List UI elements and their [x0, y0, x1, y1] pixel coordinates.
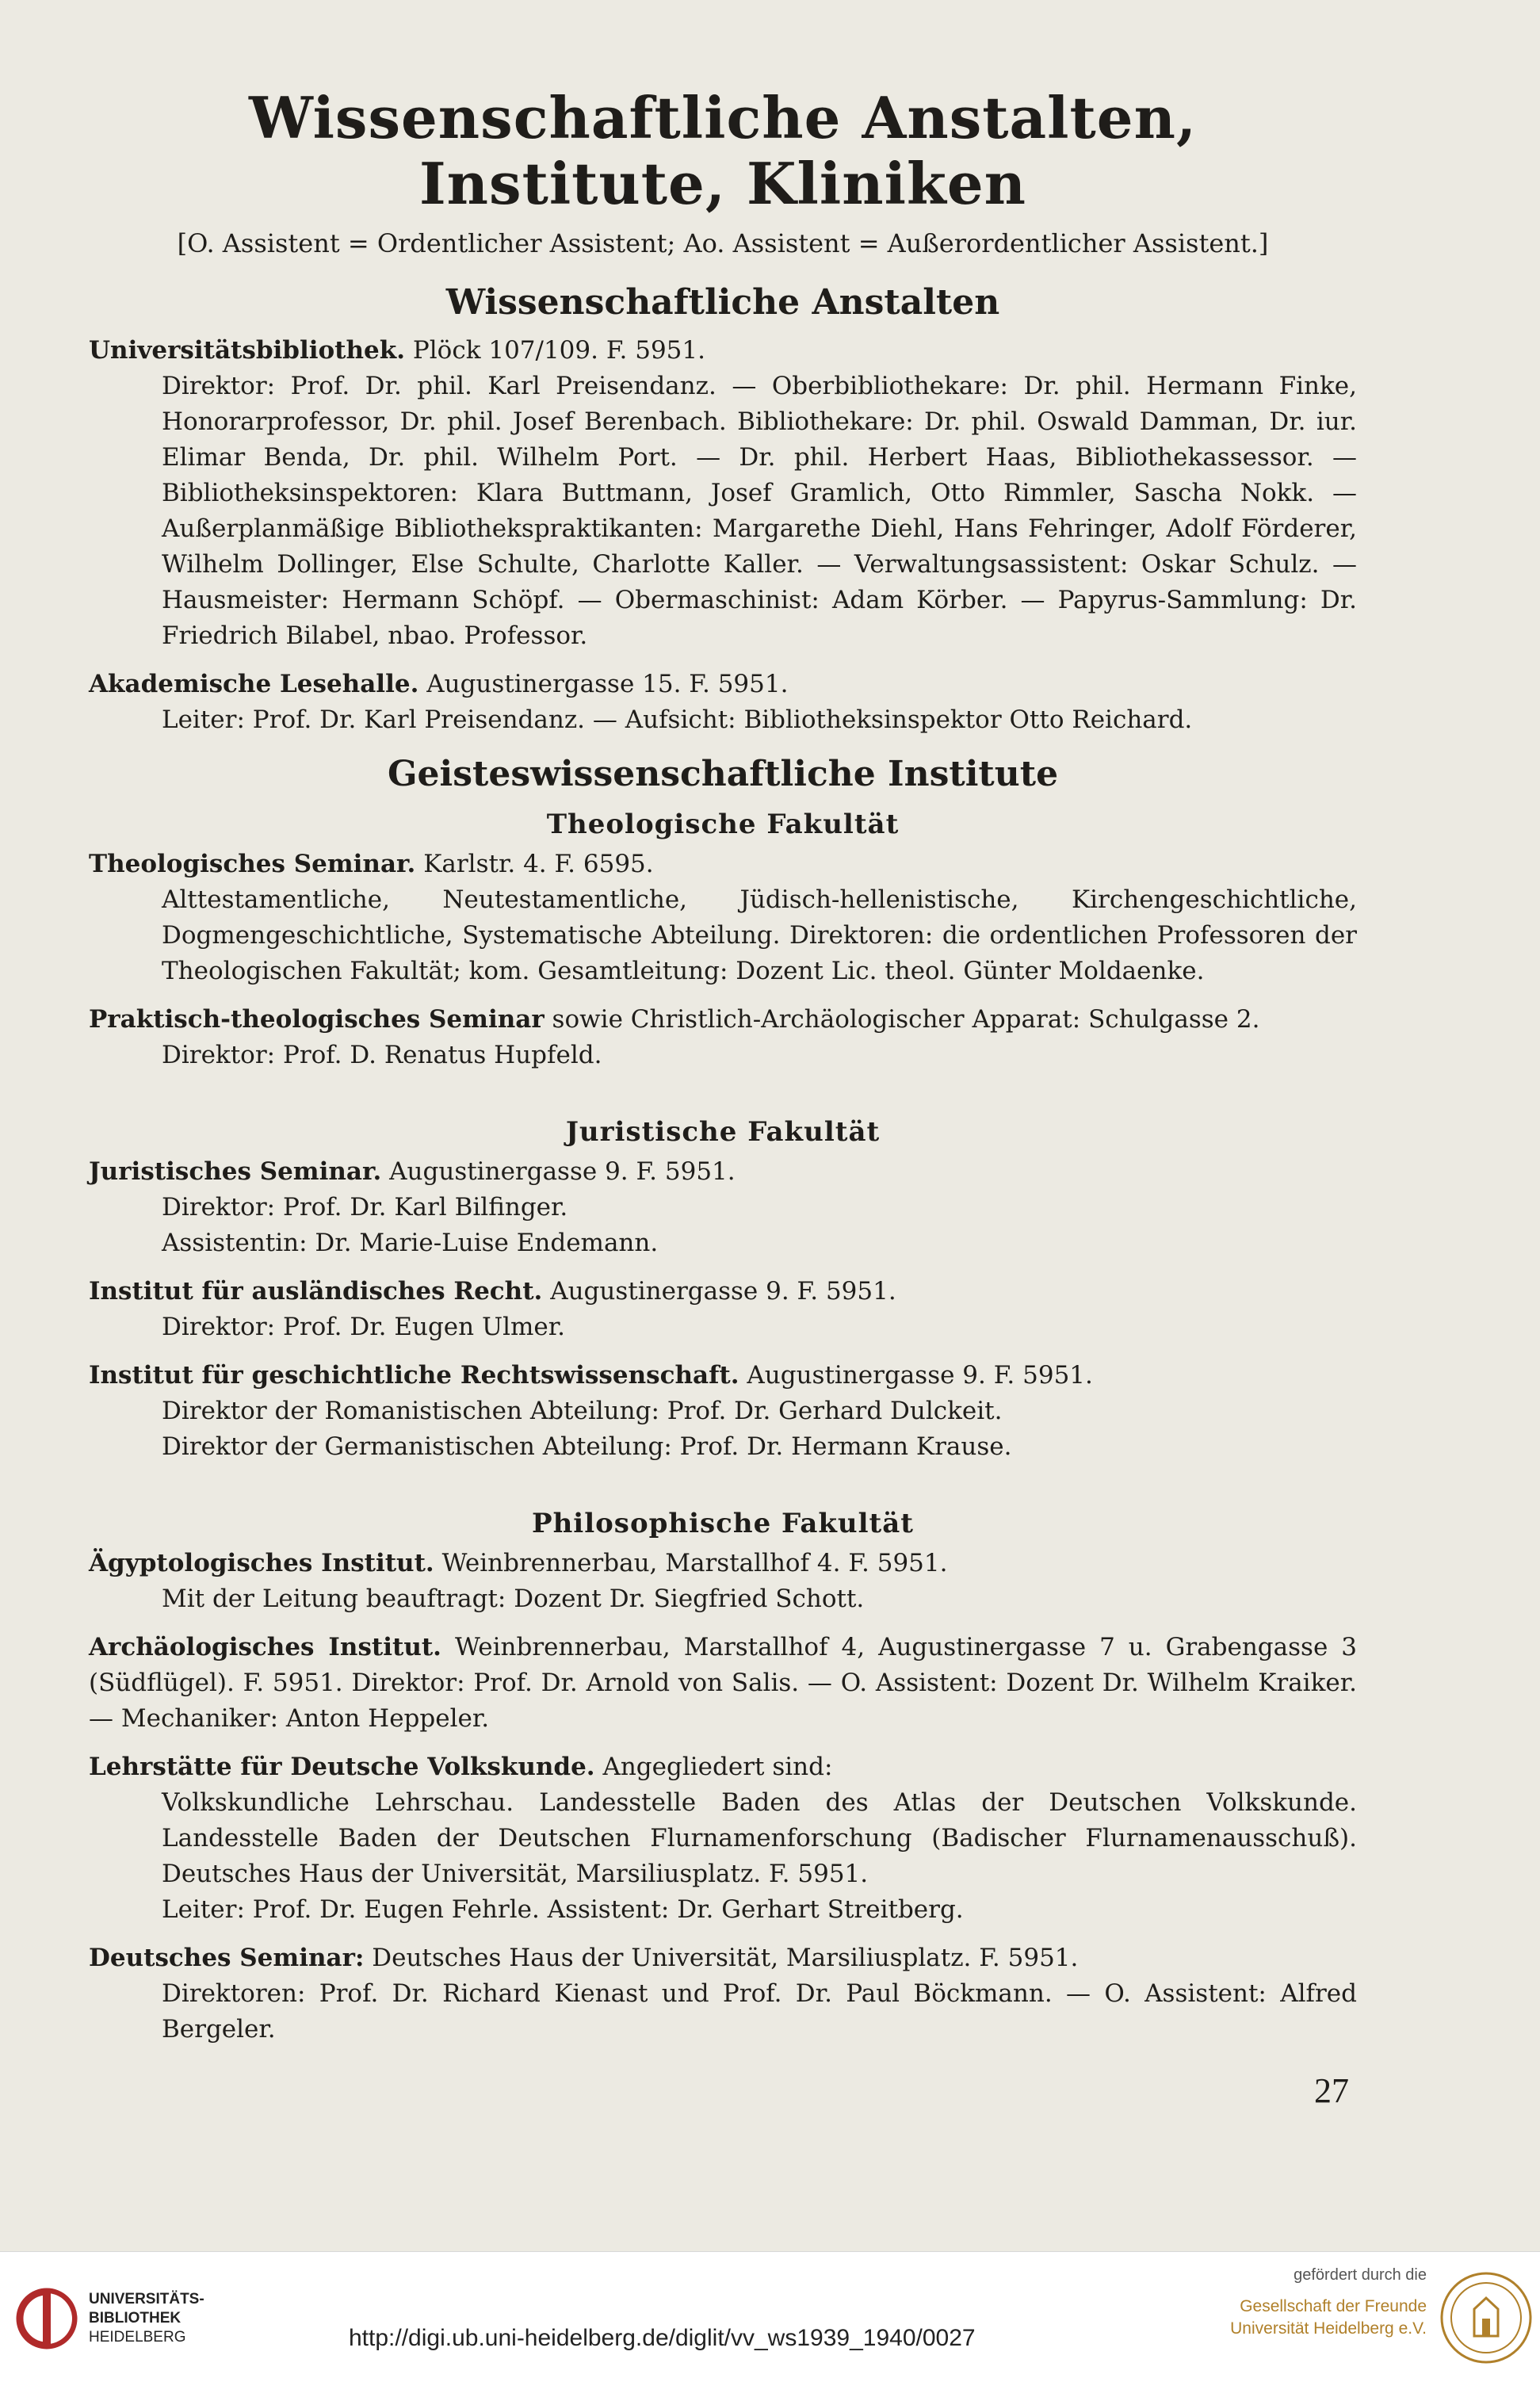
entry-heading: Lehrstätte für Deutsche Volkskunde.: [89, 1753, 595, 1782]
page-title: Wissenschaftliche Anstalten, Institute, Kliniken: [248, 84, 1198, 217]
entry-address: Augustinergasse 9. F. 5951.: [747, 1361, 1093, 1390]
entry-heading: Institut für ausländisches Recht.: [89, 1277, 543, 1306]
entry-body: Leiter: Prof. Dr. Karl Preisendanz. — Aufsicht: Bibliotheksinspektor Otto Reichard.: [162, 705, 1193, 735]
entry-praktisch-theologisches-seminar: [89, 1002, 1357, 1073]
entry-address: Karlstr. 4. F. 6595.: [423, 850, 654, 879]
sponsor-org-line-2: Universität Heidelberg e.V.: [1230, 2319, 1427, 2338]
entry-heading: Institut für geschichtliche Rechtswissenschaft.: [89, 1361, 739, 1390]
entry-body: Volkskundliche Lehrschau. Landesstelle Baden des Atlas der Deutschen Volkskunde. Landesstelle Baden der Deutschen Flurnamenforschung (Badischer Flurnamenausschuß). Deutsches Haus der Universität, Marsiliusplatz. F. 5951. Leiter: Prof. Dr. Eugen Fehrle. Assistent: Dr. Gerhart Streitberg.: [162, 1788, 1357, 1925]
entry-address: Angegliedert sind:: [602, 1753, 833, 1782]
entry-address: Augustinergasse 15. F. 5951.: [426, 670, 789, 699]
entry-institut-rechtswissenschaft: [89, 1358, 1357, 1465]
entry-theologisches-seminar: [89, 847, 1357, 989]
sponsor-label: gefördert durch die: [1294, 2266, 1427, 2284]
source-url[interactable]: http://digi.ub.uni-heidelberg.de/diglit/vv_ws1939_1940/0027: [349, 2325, 976, 2351]
entry-address: Augustinergasse 9. F. 5951.: [389, 1157, 736, 1187]
entry-heading: Deutsches Seminar:: [89, 1944, 365, 1973]
sponsor-block: [1189, 2266, 1427, 2340]
entry-address: Augustinergasse 9. F. 5951.: [550, 1277, 896, 1306]
entry-juristisches-seminar: [89, 1154, 1357, 1261]
university-seal-icon: [1439, 2271, 1533, 2365]
page-number: 27: [1314, 2071, 1349, 2110]
sponsor-org-line-1: Gesellschaft der Freunde: [1240, 2297, 1427, 2315]
faculty-heading-theologie: Theologische Fakultät: [546, 809, 900, 841]
entry-heading: Juristisches Seminar.: [89, 1157, 382, 1187]
entry-body: Direktor: Prof. Dr. phil. Karl Preisendanz. — Oberbibliothekare: Dr. phil. Hermann Finke, Honorarprofessor, Dr. phil. Josef Berenbach. Bibliothekare: Dr. phil. Oswald Damman, Dr. iur. Elimar Benda, Dr. phil. Wilhelm Port. — Dr. phil. Herbert Haas, Bibliothekassessor. — Bibliotheksinspektoren: Klara Buttmann, Josef Gramlich, Otto Rimmler, Sascha Nokk. — Außerplanmäßige Bibliothekspraktikanten: Margarethe Diehl, Hans Fehringer, Adolf Förderer, Wilhelm Dollinger, Else Schulte, Charlotte Kaller. — Verwaltungsassistent: Oskar Schulz. — Hausmeister: Hermann Schöpf. — Obermaschinist: Adam Körber. — Papyrus-Sammlung: Dr. Friedrich Bilabel, nbao. Professor.: [162, 372, 1357, 651]
entry-institut-auslaendisches-recht: [89, 1274, 1357, 1345]
section-heading-geistes: Geisteswissenschaftliche Institute: [387, 754, 1059, 795]
entry-body: Direktor: Prof. Dr. Karl Bilfinger. Assistentin: Dr. Marie-Luise Endemann.: [162, 1193, 659, 1258]
entry-heading: Universitätsbibliothek.: [89, 336, 406, 365]
entry-body: Direktor: Prof. D. Renatus Hupfeld.: [162, 1041, 602, 1070]
entry-aegyptologisches-institut: [89, 1546, 1357, 1617]
entry-lesehalle: [89, 667, 1357, 738]
entry-heading: Praktisch-theologisches Seminar: [89, 1005, 545, 1034]
entry-heading: Theologisches Seminar.: [89, 850, 416, 879]
entry-body: Direktor der Romanistischen Abteilung: Prof. Dr. Gerhard Dulckeit. Direktor der Germanistischen Abteilung: Prof. Dr. Hermann Krause.: [162, 1397, 1012, 1462]
entry-body: Alttestamentliche, Neutestamentliche, Jüdisch-hellenistische, Kirchengeschichtliche, Dogmengeschichtliche, Systematische Abteilung. Direktoren: die ordentlichen Professoren der Theologischen Fakultät; kom. Gesamtleitung: Dozent Lic. theol. Günter Moldaenke.: [162, 885, 1357, 986]
library-name: UNIVERSITÄTS- BIBLIOTHEK HEIDELBERG: [89, 2291, 204, 2346]
entry-address: Weinbrennerbau, Marstallhof 4, Augustinergasse 7 u. Grabengasse 3 (Südflügel). F. 5951. Direktor: Prof. Dr. Arnold von Salis. — O. Assistent: Dozent Dr. Wilhelm Kraiker. — Mechaniker: Anton Heppeler.: [89, 1633, 1357, 1734]
digitization-footer: [0, 2251, 1540, 2382]
entry-volkskunde: [89, 1749, 1357, 1928]
page-content: [89, 86, 1357, 2060]
faculty-heading-philosophie: Philosophische Fakultät: [532, 1508, 914, 1540]
entry-archaeologisches-institut: [89, 1630, 1357, 1737]
entry-address: Weinbrennerbau, Marstallhof 4. F. 5951.: [441, 1549, 948, 1578]
entry-universitaetsbibliothek: [89, 333, 1357, 654]
faculty-heading-jura: Juristische Fakultät: [565, 1116, 881, 1149]
entry-address: sowie Christlich-Archäologischer Apparat: Schulgasse 2.: [552, 1005, 1260, 1034]
ub-heidelberg-logo: [14, 2282, 79, 2355]
entry-body: Direktoren: Prof. Dr. Richard Kienast und Prof. Dr. Paul Böckmann. — O. Assistent: Alfred Bergeler.: [162, 1979, 1357, 2044]
entry-body: Direktor: Prof. Dr. Eugen Ulmer.: [162, 1313, 566, 1342]
entry-heading: Archäologisches Institut.: [89, 1633, 441, 1662]
section-heading-anstalten: Wissenschaftliche Anstalten: [445, 281, 1000, 323]
entry-address: Plöck 107/109. F. 5951.: [412, 336, 705, 365]
entry-heading: Akademische Lesehalle.: [89, 670, 419, 699]
entry-heading: Ägyptologisches Institut.: [89, 1549, 434, 1578]
entry-address: Deutsches Haus der Universität, Marsiliusplatz. F. 5951.: [372, 1944, 1079, 1973]
entry-deutsches-seminar: [89, 1940, 1357, 2047]
abbreviation-note: [O. Assistent = Ordentlicher Assistent; Ao. Assistent = Außerordentlicher Assistent.]: [177, 227, 1269, 258]
entry-body: Mit der Leitung beauftragt: Dozent Dr. Siegfried Schott.: [162, 1585, 865, 1614]
